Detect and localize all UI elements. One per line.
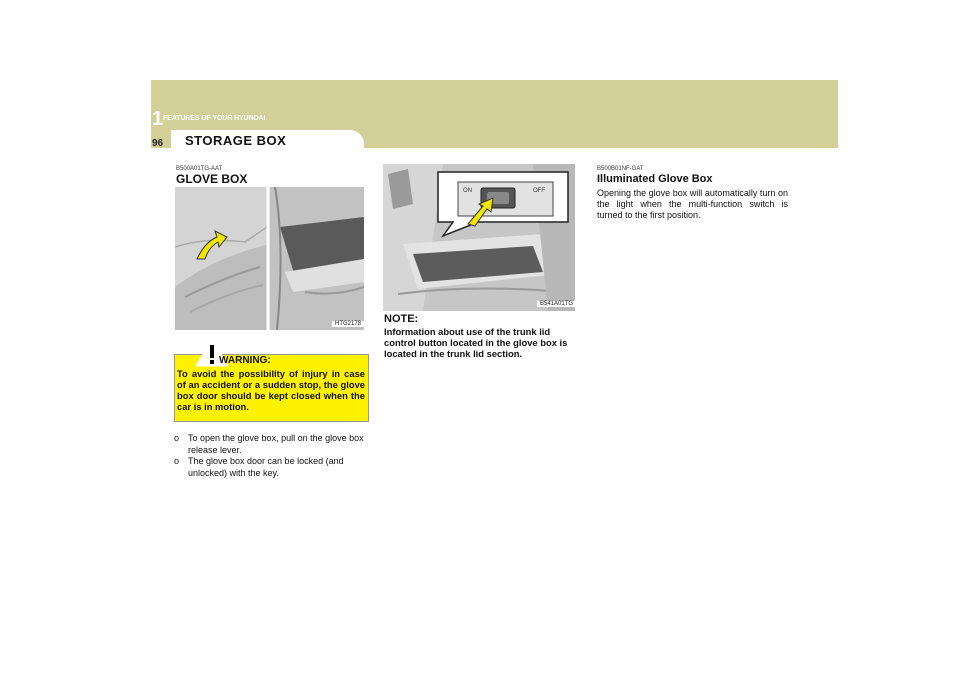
illuminated-text: Opening the glove box will automatically turn on the light when the multi-function switch is turned to the first position.: [597, 188, 788, 220]
section-title: STORAGE BOX: [185, 133, 287, 148]
warning-title: WARNING:: [219, 355, 271, 366]
instruction-list: [174, 433, 369, 479]
page-number: 96: [152, 138, 164, 149]
illuminated-code: B500B01NF-GAT: [597, 166, 644, 172]
glove-box-code: B500A01TG-AAT: [176, 166, 223, 172]
glove-box-heading: GLOVE BOX: [176, 172, 248, 186]
glove-box-image-code: HTG2178: [332, 321, 364, 327]
list-item: o To open the glove box, pull on the glove box release lever.: [174, 433, 364, 455]
illuminated-glove-box-photo: [383, 164, 575, 311]
chapter-title: FEATURES OF YOUR HYUNDAI: [163, 115, 266, 122]
glove-box-illustration: [175, 187, 364, 330]
list-item: o The glove box door can be locked (and unlocked) with the key.: [174, 456, 344, 478]
glove-box-photo: [175, 187, 364, 330]
chapter-number: 1: [152, 108, 164, 130]
note-title: NOTE:: [384, 313, 419, 325]
glove-box-open-illustration: [383, 164, 575, 311]
illuminated-heading: Illuminated Glove Box: [597, 173, 713, 185]
illuminated-image-code: B541A01TG: [537, 301, 576, 307]
note-text: Information about use of the trunk lid control button located in the glove box is located in the trunk lid section.: [384, 326, 568, 359]
warning-text: To avoid the possibility of injury in case of an accident or a sudden stop, the glove box door should be kept closed when the car is in motion.: [177, 368, 365, 412]
switch-on-label: ON: [463, 188, 472, 194]
switch-off-label: OFF: [533, 188, 545, 194]
